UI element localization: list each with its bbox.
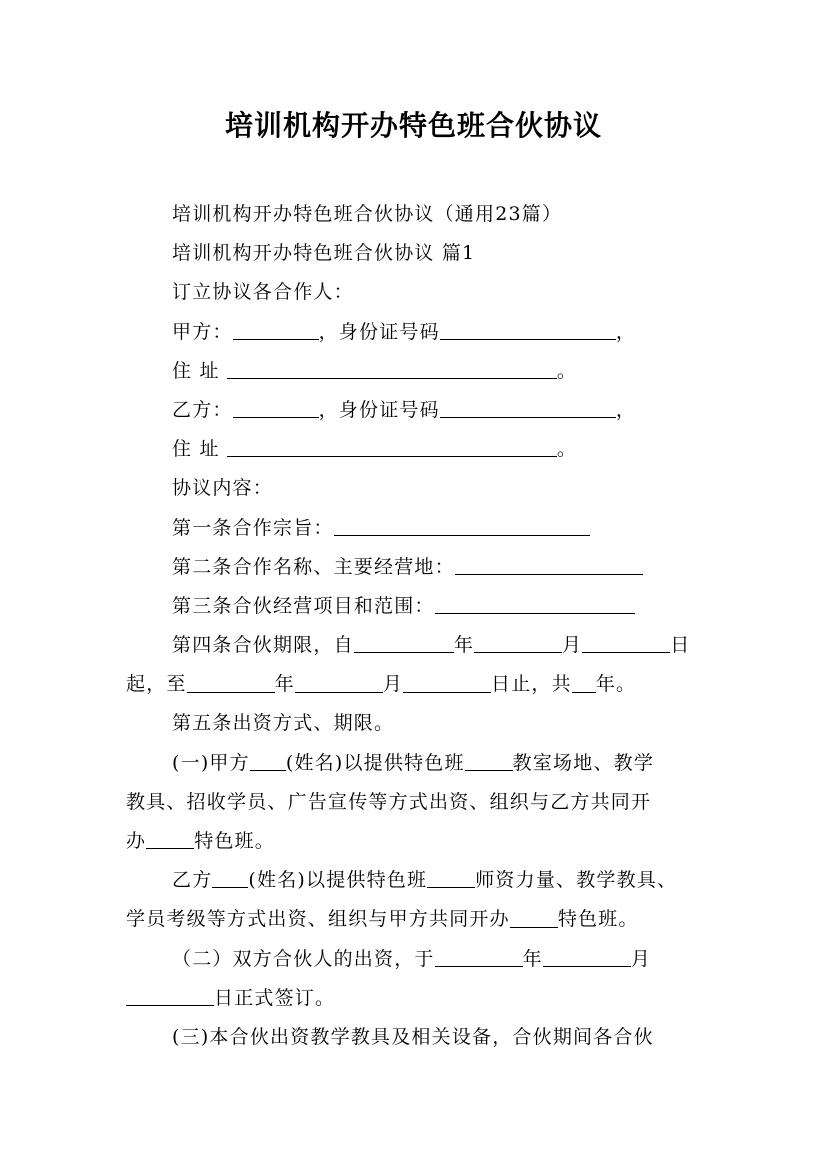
blank-field	[465, 750, 513, 771]
article-3-line: 第三条合伙经营项目和范围：	[126, 587, 716, 626]
blank-field	[510, 907, 558, 928]
article-2-line: 第二条合作名称、主要经营地：	[126, 548, 716, 587]
text-line: 教具、招收学员、广告宣传等方式出资、组织与乙方共同开	[126, 790, 652, 813]
blank-field	[435, 946, 523, 967]
party-b-clause-line: 乙方 (姓名)以提供特色班 师资力量、教学教具、	[172, 869, 678, 892]
clause-1-line-end: 办 特色班。	[126, 830, 276, 852]
party-b-clause-line-end: 学员考级等方式出资、组织与甲方共同开办 特色班。	[126, 908, 639, 931]
blank-field	[435, 593, 635, 614]
clause-2-line: （二）双方合伙人的出资，于 年 月	[172, 947, 652, 970]
text-line: 协议内容：	[172, 477, 274, 500]
blank-field	[403, 672, 491, 693]
article-1-line: 第一条合作宗旨：	[126, 509, 716, 548]
blank-field	[572, 672, 596, 693]
blank-field	[295, 672, 383, 693]
blank-field	[126, 985, 214, 1006]
blank-field	[187, 672, 275, 693]
blank-field	[582, 632, 670, 653]
article-4-line-cont: 起，至 年 月 日止，共 年。	[126, 673, 637, 696]
blank-field	[474, 632, 562, 653]
article-4-line: 第四条合伙期限，自 年 月 日	[172, 634, 691, 657]
text-line: 培训机构开办特色班合伙协议 篇1	[172, 242, 476, 265]
blank-field	[440, 319, 616, 340]
blank-field	[233, 319, 319, 340]
blank-field	[354, 632, 454, 653]
blank-field	[227, 358, 557, 379]
text-line: 培训机构开办特色班合伙协议（通用23篇）	[172, 203, 563, 225]
blank-field	[334, 515, 590, 536]
text-line: 订立协议各合作人：	[172, 281, 354, 304]
party-a-address-line: 住 址 。	[172, 359, 578, 382]
blank-field	[427, 868, 475, 889]
party-a-line: 甲方： ，身份证号码 ，	[172, 320, 637, 343]
party-b-address-line: 住 址 。	[172, 438, 578, 461]
blank-field	[212, 868, 248, 889]
blank-field	[543, 946, 631, 967]
text-line: 第五条出资方式、期限。	[172, 712, 395, 735]
blank-field	[227, 436, 557, 457]
blank-field	[455, 554, 643, 575]
document-body	[126, 195, 716, 1057]
clause-2-line-end: 日正式签订。	[126, 979, 716, 1018]
blank-field	[440, 397, 616, 418]
blank-field	[250, 750, 286, 771]
document-title: 培训机构开办特色班合伙协议	[224, 109, 602, 142]
party-b-line: 乙方： ，身份证号码 ，	[172, 398, 637, 421]
text-line: (三)本合伙出资教学教具及相关设备，合伙期间各合伙	[172, 1025, 654, 1048]
blank-field	[233, 397, 319, 418]
blank-field	[146, 828, 194, 849]
clause-1-line: (一)甲方 (姓名)以提供特色班 教室场地、教学	[172, 751, 655, 774]
